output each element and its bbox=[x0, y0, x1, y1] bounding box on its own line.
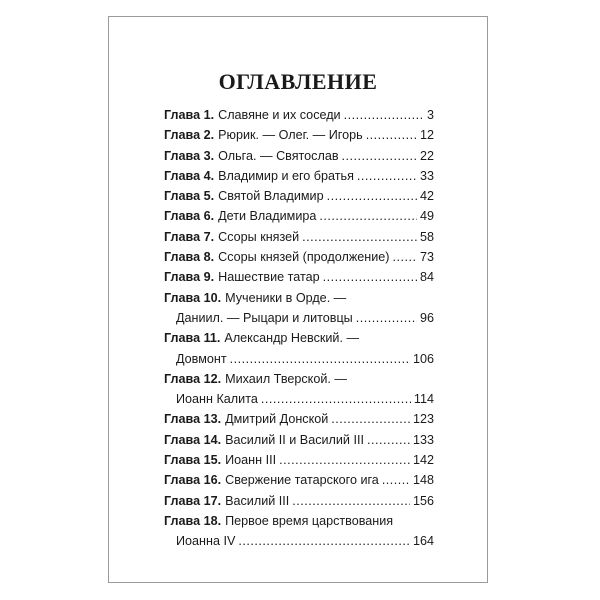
page-number: 3 bbox=[426, 108, 434, 122]
chapter-title: Владимир и его братья bbox=[218, 168, 354, 183]
chapter-label: Глава 7. bbox=[164, 229, 215, 244]
dot-leader bbox=[342, 146, 417, 166]
dot-leader bbox=[261, 389, 411, 409]
chapter-label: Глава 14. bbox=[164, 432, 222, 447]
page-number: 133 bbox=[412, 432, 434, 447]
toc-entry[interactable] bbox=[164, 491, 434, 511]
dot-leader bbox=[367, 430, 410, 450]
toc-entry[interactable] bbox=[164, 227, 434, 247]
chapter-label: Глава 17. bbox=[164, 493, 222, 508]
dot-leader bbox=[279, 450, 410, 470]
chapter-title: Михаил Тверской. — bbox=[225, 371, 347, 386]
chapter-title: Ссоры князей bbox=[218, 229, 300, 244]
toc-entry[interactable] bbox=[164, 146, 434, 166]
dot-leader bbox=[357, 166, 417, 186]
toc-entry[interactable] bbox=[164, 247, 434, 267]
chapter-title: Ольга. — Святослав bbox=[218, 148, 339, 163]
dot-leader bbox=[302, 227, 417, 247]
page-number: 114 bbox=[413, 392, 434, 407]
dot-leader bbox=[238, 531, 410, 551]
table-of-contents bbox=[164, 105, 434, 552]
chapter-title: Мученики в Орде. — bbox=[225, 290, 347, 305]
chapter-title: Ссоры князей (продолжение) bbox=[218, 250, 390, 265]
dot-leader bbox=[356, 308, 417, 328]
dot-leader bbox=[366, 125, 417, 145]
page-number: 148 bbox=[412, 473, 434, 488]
dot-leader bbox=[323, 267, 417, 287]
dot-leader bbox=[331, 409, 410, 429]
chapter-label: Глава 9. bbox=[164, 270, 215, 285]
page-number: 106 bbox=[412, 351, 434, 366]
chapter-label: Глава 1. bbox=[164, 108, 215, 122]
dot-leader bbox=[392, 247, 417, 267]
chapter-title: Василий III bbox=[225, 493, 290, 508]
chapter-title: Славяне и их соседи bbox=[218, 108, 341, 122]
page-number: 142 bbox=[412, 453, 434, 468]
page-number: 49 bbox=[419, 209, 434, 224]
chapter-title: Дмитрий Донской bbox=[225, 412, 329, 427]
chapter-title: Александр Невский. — bbox=[224, 331, 360, 346]
chapter-label: Глава 11. bbox=[164, 331, 221, 346]
toc-entry[interactable] bbox=[164, 409, 434, 429]
chapter-title: Свержение татарского ига bbox=[225, 473, 379, 488]
page-number: 58 bbox=[419, 229, 434, 244]
chapter-title: Нашествие татар bbox=[218, 270, 320, 285]
chapter-label: Глава 5. bbox=[164, 189, 215, 204]
toc-entry[interactable] bbox=[164, 328, 434, 369]
dot-leader bbox=[344, 105, 424, 125]
toc-entry[interactable] bbox=[164, 186, 434, 206]
book-page bbox=[108, 16, 488, 583]
page-number: 12 bbox=[419, 128, 434, 143]
chapter-label: Глава 12. bbox=[164, 371, 222, 386]
toc-entry[interactable] bbox=[164, 369, 434, 410]
page-number: 96 bbox=[419, 310, 434, 325]
chapter-title: Иоанн III bbox=[225, 453, 277, 468]
chapter-title-continued: Иоанна IV bbox=[176, 534, 236, 549]
chapter-label: Глава 4. bbox=[164, 168, 215, 183]
page-number: 84 bbox=[419, 270, 434, 285]
dot-leader bbox=[319, 206, 417, 226]
page-number: 123 bbox=[412, 412, 434, 427]
dot-leader bbox=[292, 491, 410, 511]
chapter-title-continued: Даниил. — Рыцари и литовцы bbox=[176, 310, 353, 325]
page-number: 33 bbox=[419, 168, 434, 183]
page-title: ОГЛАВЛЕНИЕ bbox=[218, 69, 378, 94]
page-number: 164 bbox=[412, 534, 434, 549]
toc-entry[interactable] bbox=[164, 125, 434, 145]
toc-entry[interactable] bbox=[164, 267, 434, 287]
chapter-title-continued: Иоанн Калита bbox=[176, 392, 258, 407]
chapter-label: Глава 8. bbox=[164, 250, 215, 265]
page-number: 22 bbox=[419, 148, 434, 163]
toc-entry[interactable] bbox=[164, 470, 434, 490]
toc-entry[interactable] bbox=[164, 166, 434, 186]
page-number: 42 bbox=[419, 189, 434, 204]
chapter-label: Глава 3. bbox=[164, 148, 215, 163]
chapter-label: Глава 10. bbox=[164, 290, 222, 305]
chapter-label: Глава 2. bbox=[164, 128, 215, 143]
chapter-title-continued: Довмонт bbox=[176, 351, 227, 366]
chapter-label: Глава 13. bbox=[164, 412, 222, 427]
dot-leader bbox=[230, 349, 410, 369]
chapter-title: Рюрик. — Олег. — Игорь bbox=[218, 128, 363, 143]
chapter-label: Глава 15. bbox=[164, 453, 222, 468]
toc-entry[interactable] bbox=[164, 288, 434, 329]
toc-entry[interactable] bbox=[164, 206, 434, 226]
chapter-label: Глава 16. bbox=[164, 473, 222, 488]
chapter-label: Глава 6. bbox=[164, 209, 215, 224]
toc-entry[interactable] bbox=[164, 105, 434, 125]
toc-entry[interactable] bbox=[164, 430, 434, 450]
chapter-title: Первое время царствования bbox=[225, 513, 394, 528]
toc-entry[interactable] bbox=[164, 450, 434, 470]
dot-leader bbox=[382, 470, 410, 490]
chapter-title: Дети Владимира bbox=[218, 209, 317, 224]
chapter-label: Глава 18. bbox=[164, 513, 222, 528]
toc-entry[interactable] bbox=[164, 511, 434, 552]
chapter-title: Святой Владимир bbox=[218, 189, 324, 204]
page-number: 73 bbox=[419, 250, 434, 265]
page-number: 156 bbox=[412, 493, 434, 508]
chapter-title: Василий II и Василий III bbox=[225, 432, 364, 447]
dot-leader bbox=[327, 186, 417, 206]
